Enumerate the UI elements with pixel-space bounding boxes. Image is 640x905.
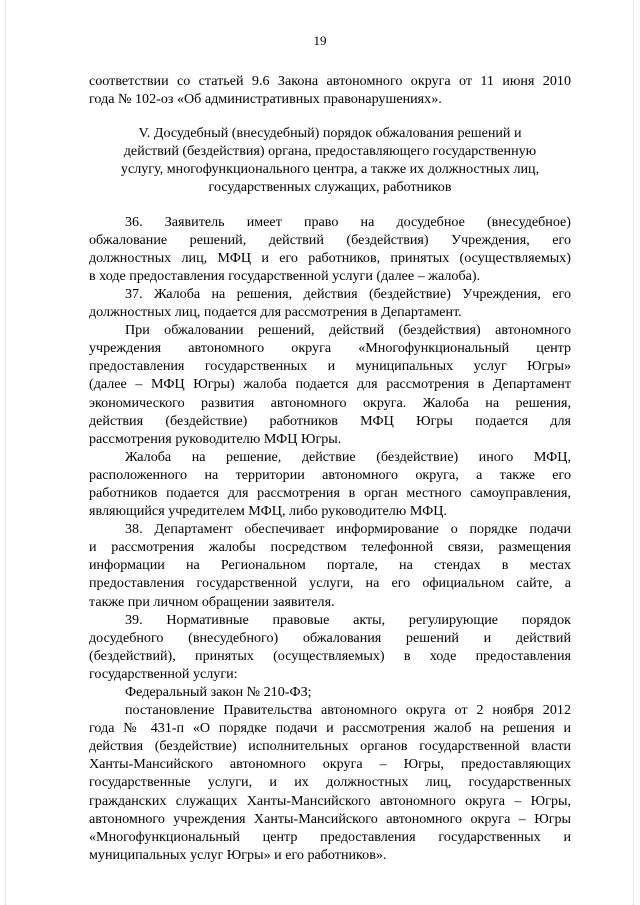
- text-line: учреждения автономного округа «Многофункциональный центр: [89, 340, 571, 357]
- paragraph-gap: [89, 197, 571, 213]
- text-line: рассмотрения руководителю МФЦ Югры.: [89, 430, 342, 447]
- paragraph-gap: [89, 108, 571, 124]
- text-line: 36. Заявитель имеет право на досудебное (внесудебное): [125, 213, 571, 230]
- text-line: досудебного (внесудебного) обжалования решений и действий: [89, 629, 571, 646]
- text-line: Федеральный закон № 210-ФЗ;: [125, 684, 312, 700]
- text-line: действия (бездействие) работников МФЦ Югры подается для: [89, 412, 571, 429]
- text-line: информации на Региональном портале, на стендах в местах: [89, 557, 571, 574]
- text-line: Ханты-Мансийского автономного округа – Югры, предоставляющих: [89, 756, 571, 773]
- text-line: государственной услуги:: [89, 665, 238, 682]
- text-line: муниципальных услуг Югры» и его работников».: [89, 846, 387, 863]
- text-line: работников подается для рассмотрения в орган местного самоуправления,: [89, 484, 571, 501]
- text-line: должностных лиц, подается для рассмотрения в Департамент.: [89, 304, 462, 321]
- text-line: действия (бездействие) исполнительных органов государственной власти: [89, 738, 571, 755]
- text-line: автономного учреждения Ханты-Мансийского автономного округа – Югры: [89, 810, 571, 827]
- section-heading-line: действий (бездействия) органа, предоставляющего государственную: [123, 143, 537, 160]
- text-line: (далее – МФЦ Югры) жалоба подается для рассмотрения в Департамент: [89, 376, 571, 393]
- text-line: должностных лиц, МФЦ и его работников, принятых (осуществляемых): [89, 249, 571, 266]
- text-line: соответствии со статьей 9.6 Закона автономного округа от 11 июня 2010: [89, 73, 571, 89]
- text-line: 37. Жалоба на решения, действия (бездействие) Учреждения, его: [125, 285, 571, 302]
- right-scan-edge: [633, 0, 634, 905]
- text-line: расположенного на территории автономного округа, а также его: [89, 466, 571, 483]
- text-line: в ходе предоставления государственной услуги (далее – жалоба).: [89, 267, 481, 284]
- text-line: «Многофункциональный центр предоставления государственных и: [89, 828, 571, 845]
- text-line: предоставления государственной услуги, на его официальном сайте, а: [89, 575, 571, 592]
- text-line: (бездействий), принятых (осуществляемых) в ходе предоставления: [89, 647, 571, 664]
- text-line: года № 102-оз «Об административных правонарушениях».: [89, 91, 442, 108]
- text-line: являющийся учредителем МФЦ, либо руководителю МФЦ.: [89, 503, 448, 520]
- text-line: государственные услуги, и их должностных лиц, государственных: [89, 774, 571, 791]
- text-line: также при личном обращении заявителя.: [89, 593, 335, 610]
- text-line: обжалование решений, действий (бездействия) Учреждения, его: [89, 231, 571, 248]
- text-line: предоставления государственных и муниципальных услуг Югры»: [89, 358, 571, 375]
- section-heading-line: V. Досудебный (внесудебный) порядок обжалования решений и: [138, 125, 522, 142]
- section-heading-line: государственных служащих, работников: [208, 179, 452, 196]
- text-line: Жалоба на решение, действие (бездействие) иного МФЦ,: [125, 448, 571, 465]
- section-heading-line: услугу, многофункционального центра, а также их должностных лиц,: [120, 161, 540, 178]
- text-line: постановление Правительства автономного округа от 2 ноября 2012: [125, 702, 571, 719]
- text-line: При обжаловании решений, действий (бездействия) автономного: [125, 322, 571, 339]
- left-scan-edge: [5, 0, 6, 905]
- text-line: и рассмотрения жалобы посредством телефонной связи, размещения: [89, 539, 571, 556]
- document-body: [89, 72, 571, 864]
- text-line: экономического развития автономного округа. Жалоба на решения,: [89, 394, 571, 411]
- text-line: 39. Нормативные правовые акты, регулирующие порядок: [125, 611, 571, 628]
- page-number: 19: [313, 33, 327, 48]
- text-line: 38. Департамент обеспечивает информирование о порядке подачи: [125, 521, 571, 538]
- text-line: гражданских служащих Ханты-Мансийского автономного округа – Югры,: [89, 792, 571, 809]
- text-line: года № 431-п «О порядке подачи и рассмотрения жалоб на решения и: [89, 720, 571, 737]
